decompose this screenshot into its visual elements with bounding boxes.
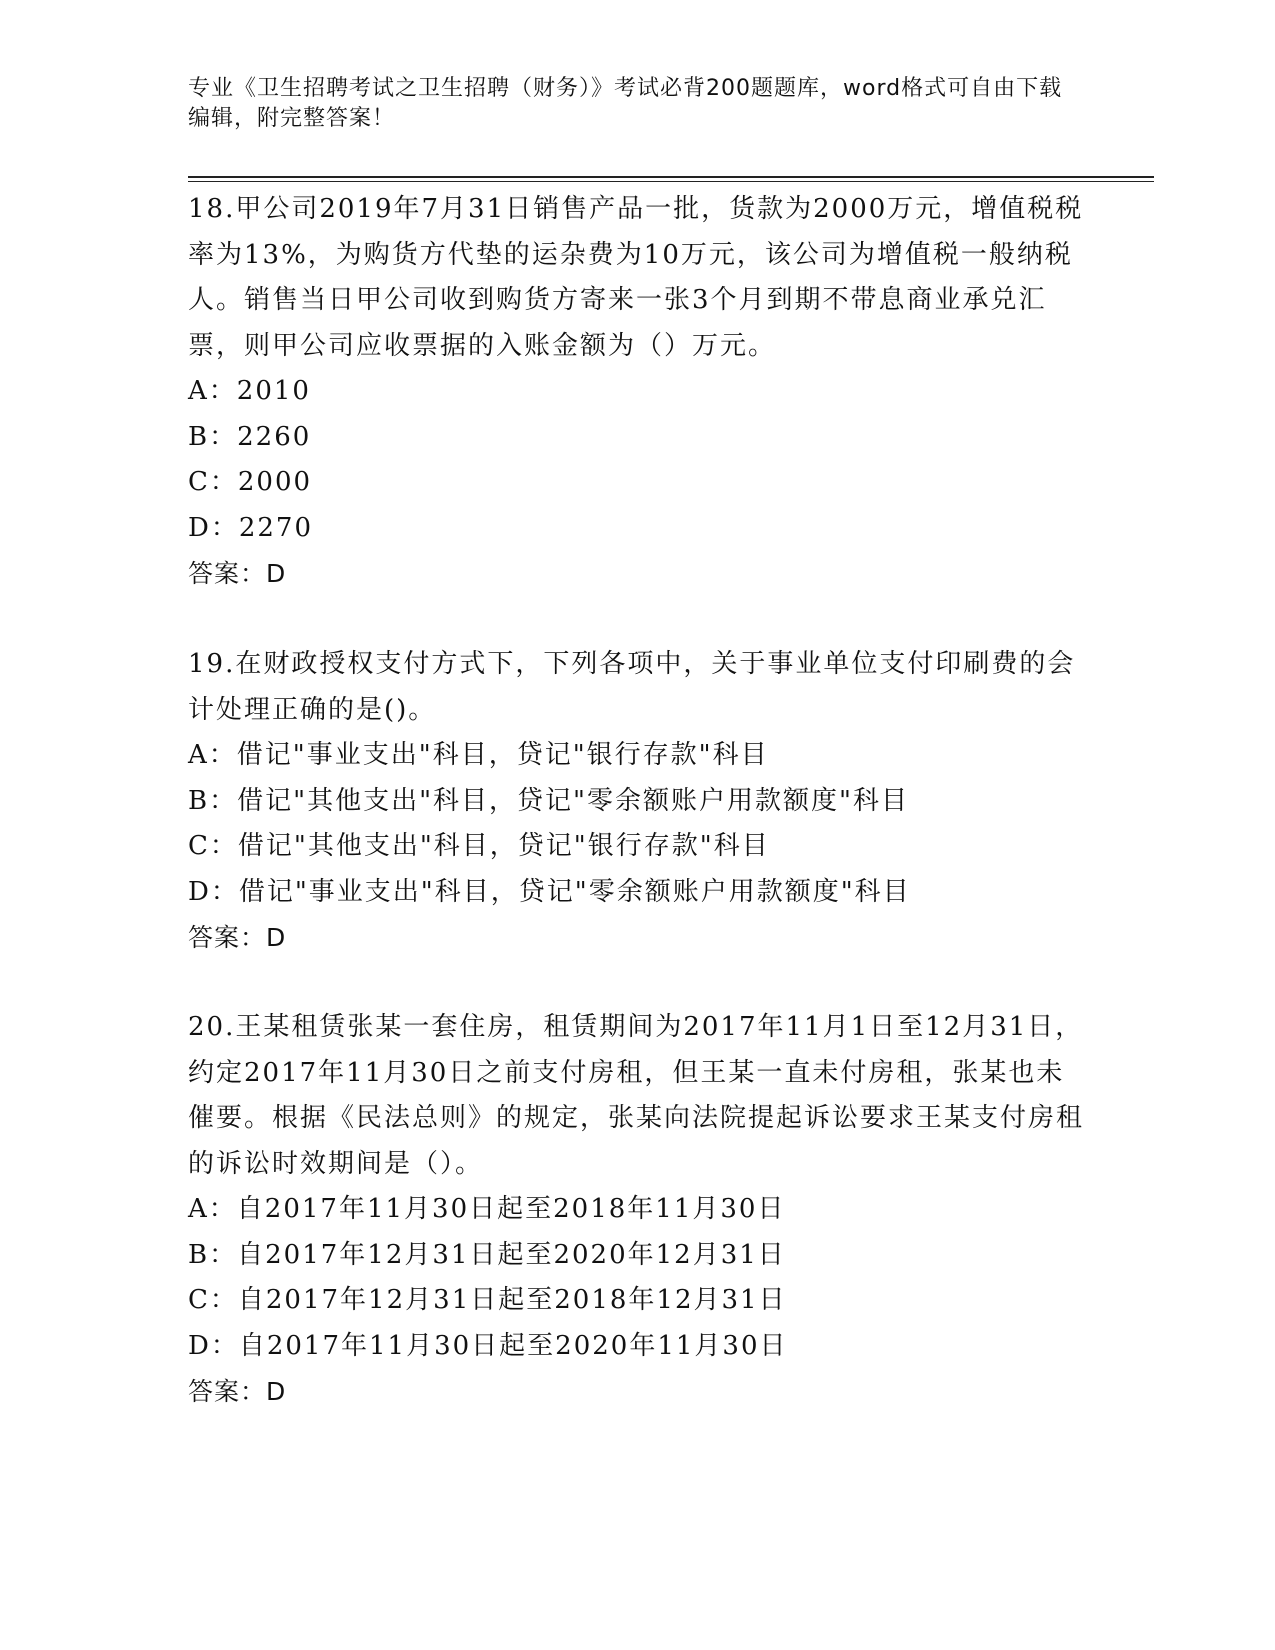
- header-divider: [188, 176, 1154, 178]
- option-c: C：自2017年12月31日起至2018年12月31日: [188, 1285, 787, 1315]
- question-19: [188, 642, 1088, 961]
- option-b: B：自2017年12月31日起至2020年12月31日: [188, 1239, 786, 1270]
- question-stem: 18.甲公司2019年7月31日销售产品一批，货款为2000万元，增值税税率为13%，为购货方代垫的运杂费为10万元，该公司为增值税一般纳税人。销售当日甲公司收到购货方寄来一张3个月到期不带息商业承兑汇票，则甲公司应收票据的入账金额为（）万元。: [188, 194, 1084, 361]
- option-d: D：借记"事业支出"科目，贷记"零余额账户用款额度"科目: [188, 876, 911, 907]
- option-c: C：2000: [188, 467, 313, 497]
- question-18: [188, 187, 1088, 597]
- question-stem: 20.王某租赁张某一套住房，租赁期间为2017年11月1日至12月31日，约定2017年11月30日之前支付房租，但王某一直未付房租，张某也未催要。根据《民法总则》的规定，张某向法院提起诉讼要求王某支付房租的诉讼时效期间是（）。: [188, 1012, 1085, 1179]
- option-b: B：2260: [188, 421, 312, 452]
- option-d: D：自2017年11月30日起至2020年11月30日: [188, 1330, 788, 1361]
- document-header: 专业《卫生招聘考试之卫生招聘（财务）》考试必背200题题库，word格式可自由下载编辑，附完整答案！: [188, 76, 1063, 131]
- answer-line: 答案：D: [188, 923, 287, 952]
- option-c: C：借记"其他支出"科目，贷记"银行存款"科目: [188, 831, 770, 861]
- option-a: A：自2017年11月30日起至2018年11月30日: [188, 1194, 786, 1224]
- option-a: A：2010: [188, 376, 311, 406]
- header-divider-thin: [188, 181, 1154, 182]
- answer-line: 答案：D: [188, 1377, 287, 1406]
- question-stem: 19.在财政授权支付方式下，下列各项中，关于事业单位支付印刷费的会计处理正确的是()。: [188, 649, 1076, 725]
- option-d: D：2270: [188, 512, 314, 543]
- option-a: A：借记"事业支出"科目，贷记"银行存款"科目: [188, 740, 769, 770]
- question-20: [188, 1005, 1088, 1415]
- option-b: B：借记"其他支出"科目，贷记"零余额账户用款额度"科目: [188, 785, 909, 816]
- answer-line: 答案：D: [188, 559, 287, 588]
